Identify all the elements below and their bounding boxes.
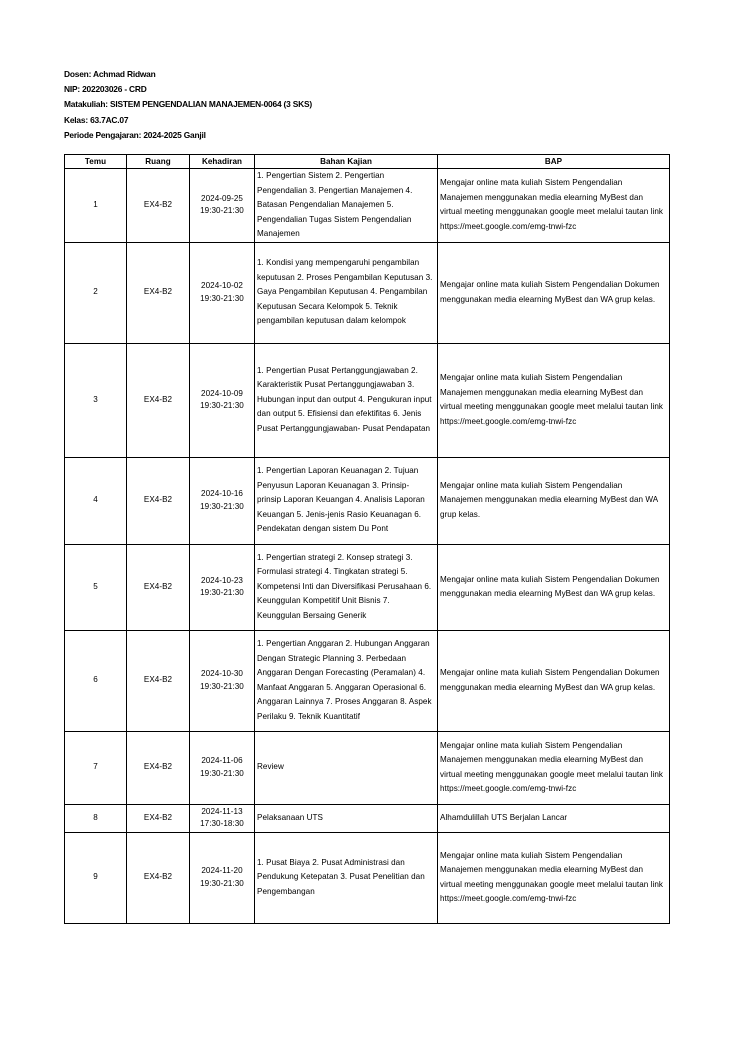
attendance-date: 2024-10-02 — [201, 281, 243, 290]
table-row — [65, 169, 670, 243]
cell-bap: Alhamdulillah UTS Berjalan Lancar — [438, 804, 670, 832]
course-name: Matakuliah: SISTEM PENGENDALIAN MANAJEMEN-0064 (3 SKS) — [64, 99, 312, 110]
attendance-time: 19:30-21:30 — [200, 681, 244, 691]
column-header-ruang: Ruang — [127, 155, 190, 169]
cell-ruang: EX4-B2 — [127, 343, 190, 457]
cell-ruang: EX4-B2 — [127, 242, 190, 343]
cell-temu: 2 — [65, 242, 127, 343]
table-row — [65, 343, 670, 457]
cell-bap: Mengajar online mata kuliah Sistem Pengendalian Dokumen menggunakan media elearning MyBest dan WA grup kelas. — [438, 630, 670, 731]
attendance-time: 17:30-18:30 — [200, 819, 244, 828]
document-header — [64, 67, 312, 143]
cell-bahan-kajian: 1. Pengertian Laporan Keuanagan 2. Tujuan Penyusun Laporan Keuanagan 3. Prinsip- prinsip Laporan Keuangan 4. Analisis Laporan Keuangan 5. Jenis-jenis Rasio Keuanagan 6. Pendekatan dengan sistem Du Pont — [255, 457, 438, 544]
teaching-period: Periode Pengajaran: 2024-2025 Ganjil — [64, 129, 206, 140]
cell-temu: 9 — [65, 832, 127, 923]
attendance-time: 19:30-21:30 — [200, 768, 244, 778]
cell-temu: 8 — [65, 804, 127, 832]
table-row — [65, 630, 670, 731]
table-row — [65, 544, 670, 630]
table-row — [65, 242, 670, 343]
cell-kehadiran — [190, 630, 255, 731]
table-header-row — [65, 155, 670, 169]
attendance-time: 19:30-21:30 — [200, 293, 244, 303]
lecturer-nip: NIP: 202203026 - CRD — [64, 84, 147, 95]
attendance-date: 2024-10-23 — [201, 575, 243, 585]
table-row — [65, 731, 670, 804]
cell-ruang: EX4-B2 — [127, 832, 190, 923]
attendance-time: 19:30-21:30 — [200, 501, 244, 511]
cell-bahan-kajian: 1. Kondisi yang mempengaruhi pengambilan keputusan 2. Proses Pengambilan Keputusan 3. Gaya Pengambilan Keputusan 4. Pengambilan Keputusan Secara Kelompok 5. Teknik pengambilan keputusan dalam kelompok — [255, 242, 438, 343]
cell-kehadiran — [190, 457, 255, 544]
table-row — [65, 457, 670, 544]
attendance-time: 19:30-21:30 — [200, 588, 244, 597]
table-row — [65, 832, 670, 923]
table-row — [65, 804, 670, 832]
cell-bap: Mengajar online mata kuliah Sistem Pengendalian Manajemen menggunakan media elearning MyBest dan virtual meeting menggunakan google meet melalui tautan link https://meet.google.com/emg-tnwi-fzc — [438, 343, 670, 457]
cell-bap: Mengajar online mata kuliah Sistem Pengendalian Manajemen menggunakan media elearning MyBest dan virtual meeting menggunakan google meet melalui tautan link https://meet.google.com/emg-tnwi-fzc — [438, 731, 670, 804]
attendance-table — [64, 154, 670, 924]
attendance-date: 2024-10-09 — [201, 388, 243, 398]
cell-bap: Mengajar online mata kuliah Sistem Pengendalian Manajemen menggunakan media elearning MyBest dan WA grup kelas. — [438, 457, 670, 544]
attendance-date: 2024-11-20 — [201, 866, 243, 875]
class-code: Kelas: 63.7AC.07 — [64, 114, 129, 125]
cell-bap: Mengajar online mata kuliah Sistem Pengendalian Dokumen menggunakan media elearning MyBest dan WA grup kelas. — [438, 544, 670, 630]
cell-ruang: EX4-B2 — [127, 731, 190, 804]
attendance-date: 2024-10-30 — [201, 669, 243, 678]
attendance-date: 2024-11-06 — [201, 756, 243, 765]
cell-bap: Mengajar online mata kuliah Sistem Pengendalian Dokumen menggunakan media elearning MyBest dan WA grup kelas. — [438, 242, 670, 343]
cell-ruang: EX4-B2 — [127, 457, 190, 544]
cell-bahan-kajian: 1. Pengertian Anggaran 2. Hubungan Anggaran Dengan Strategic Planning 3. Perbedaan Anggaran Dengan Forecasting (Peramalan) 4. Manfaat Anggaran 5. Anggaran Operasional 6. Anggaran Lainnya 7. Proses Anggaran 8. Aspek Perilaku 9. Teknik Kuantitatif — [255, 630, 438, 731]
cell-ruang: EX4-B2 — [127, 804, 190, 832]
attendance-time: 19:30-21:30 — [200, 206, 244, 216]
column-header-kehadiran: Kehadiran — [190, 155, 255, 169]
cell-kehadiran — [190, 804, 255, 832]
attendance-date: 2024-10-16 — [201, 489, 243, 498]
cell-temu: 6 — [65, 630, 127, 731]
cell-kehadiran — [190, 832, 255, 923]
column-header-bahan-kajian: Bahan Kajian — [255, 155, 438, 169]
cell-temu: 3 — [65, 343, 127, 457]
cell-kehadiran — [190, 343, 255, 457]
cell-ruang: EX4-B2 — [127, 544, 190, 630]
column-header-bap: BAP — [438, 155, 670, 169]
cell-kehadiran — [190, 169, 255, 243]
attendance-date: 2024-11-13 — [201, 806, 243, 816]
cell-bahan-kajian: 1. Pengertian strategi 2. Konsep strategi 3. Formulasi strategi 4. Tingkatan strategi 5. Kompetensi Inti dan Diversifikasi Perusahaan 6. Keunggulan Kompetitif Unit Bisnis 7. Keunggulan Bersaing Generik — [255, 544, 438, 630]
cell-temu: 1 — [65, 169, 127, 243]
cell-bahan-kajian: 1. Pengertian Sistem 2. Pengertian Pengendalian 3. Pengertian Manajemen 4. Batasan Pengendalian Manajemen 5. Pengendalian Tugas Sistem Pengendalian Manajemen — [255, 169, 438, 243]
attendance-date: 2024-09-25 — [201, 193, 243, 203]
cell-bahan-kajian: 1. Pusat Biaya 2. Pusat Administrasi dan Pendukung Ketepatan 3. Pusat Penelitian dan Pengembangan — [255, 832, 438, 923]
attendance-time: 19:30-21:30 — [200, 878, 244, 888]
cell-bap: Mengajar online mata kuliah Sistem Pengendalian Manajemen menggunakan media elearning MyBest dan virtual meeting menggunakan google meet melalui tautan link https://meet.google.com/emg-tnwi-fzc — [438, 832, 670, 923]
cell-kehadiran — [190, 544, 255, 630]
cell-ruang: EX4-B2 — [127, 630, 190, 731]
cell-kehadiran — [190, 731, 255, 804]
cell-bap: Mengajar online mata kuliah Sistem Pengendalian Manajemen menggunakan media elearning MyBest dan virtual meeting menggunakan google meet melalui tautan link https://meet.google.com/emg-tnwi-fzc — [438, 169, 670, 243]
column-header-temu: Temu — [65, 155, 127, 169]
cell-bahan-kajian: Pelaksanaan UTS — [255, 804, 438, 832]
cell-bahan-kajian: Review — [255, 731, 438, 804]
cell-kehadiran — [190, 242, 255, 343]
attendance-time: 19:30-21:30 — [200, 401, 244, 410]
cell-bahan-kajian: 1. Pengertian Pusat Pertanggungjawaban 2. Karakteristik Pusat Pertanggungjawaban 3. Hubungan input dan output 4. Pengukuran input dan output 5. Efisiensi dan efektifitas 6. Jenis Pusat Pertanggungjawaban- Pusat Pendapatan — [255, 343, 438, 457]
cell-ruang: EX4-B2 — [127, 169, 190, 243]
lecturer-name: Dosen: Achmad Ridwan — [64, 69, 156, 79]
cell-temu: 5 — [65, 544, 127, 630]
cell-temu: 7 — [65, 731, 127, 804]
cell-temu: 4 — [65, 457, 127, 544]
